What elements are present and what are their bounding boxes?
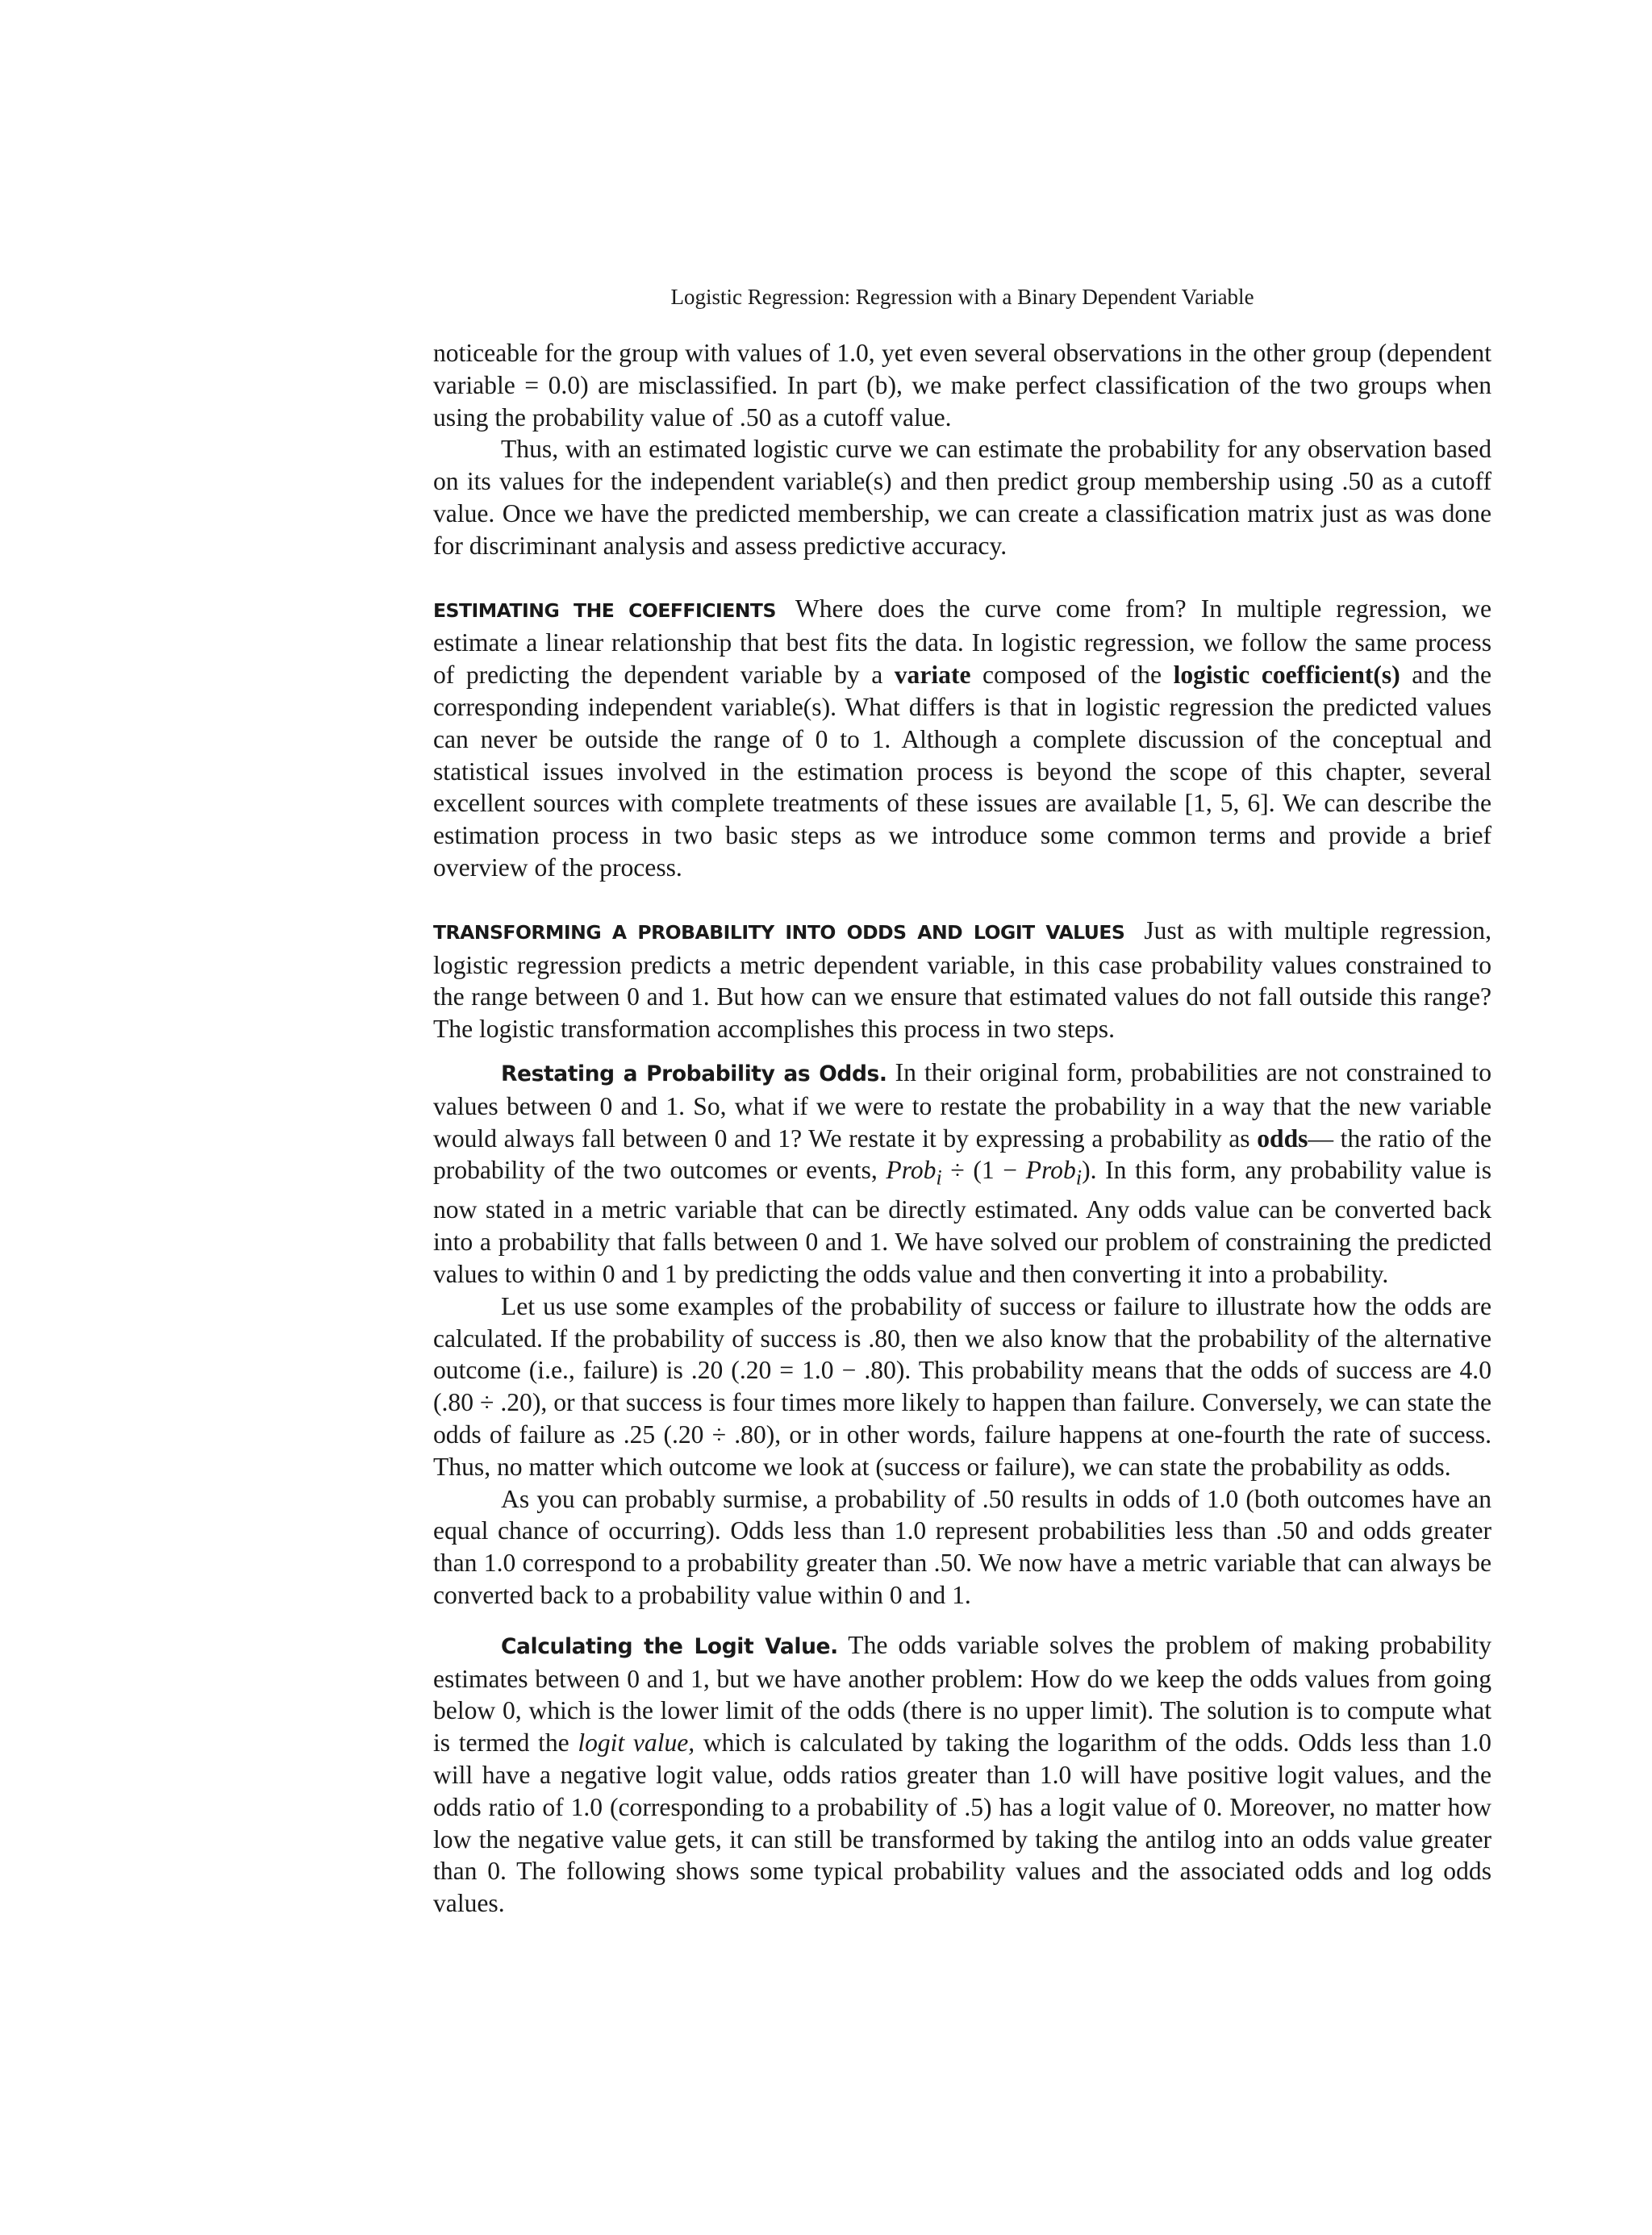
paragraph-odds-examples: Let us use some examples of the probability of success or failure to illustrate how the odds are calculated. If the probability of success is .80, then we also know that the probability of the alternative outcome (i.e., failure) is .20 (.20 = 1.0 − .80). This probability means that the odds of success are 4.0 (.80 ÷ .20), or that success is four times more likely to happen than failure. Conversely, we can state the odds of failure as .25 (.20 ÷ .80), or in other words, failure happens at one-fourth the rate of success. Thus, no matter which outcome we look at (success or failure), we can state the probability as odds. <box>433 1291 1491 1481</box>
running-head: Logistic Regression: Regression with a Binary Dependent Variable <box>670 285 1254 309</box>
section-heading-transforming: TRANSFORMING A PROBABILITY INTO ODDS AND LOGIT VALUES <box>433 920 1125 944</box>
section-estimating-coefficients: ESTIMATING THE COEFFICIENTS Where does the curve come from? In multiple regression, we estimate a linear relationship that best fits the data. In logistic regression, we follow the same process of predicting the dependent variable by a variate composed of the logistic coefficient(s) and the corresponding independent variable(s). What differs is that in logistic regression the predicted values can never be outside the range of 0 to 1. Although a complete discussion of the conceptual and statistical issues involved in the estimation process is beyond the scope of this chapter, several excellent sources with complete treatments of these issues are available [1, 5, 6]. We can describe the estimation process in two basic steps as we introduce some common terms and provide a brief overview of the process. <box>433 594 1491 882</box>
subsection-heading-odds: Restating a Probability as Odds. <box>501 1061 887 1086</box>
section-heading-estimating: ESTIMATING THE COEFFICIENTS <box>433 598 776 622</box>
key-term-logistic-coefficients: logistic coefficient(s) <box>1173 661 1400 690</box>
subsection-restating-odds: Restating a Probability as Odds. In their original form, probabilities are not constrained to values between 0 and 1. So, what if we were to restate the probability in a way that the new variable would always fall between 0 and 1? We restate it by expressing a probability as odds— the ratio of the probability of the two outcomes or events, Prob$_i$ ÷ (1 − Prob$_i$). In this form, any probability value is now stated in a metric variable that can be directly estimated. Any odds value can be converted back into a probability that falls between 0 and 1. We have solved our problem of constraining the predicted values to within 0 and 1 by predicting the odds value and then converting it into a probability. <box>433 1057 1491 1289</box>
subsection-logit-value: Calculating the Logit Value. The odds variable solves the problem of making probability estimates between 0 and 1, but we have another problem: How do we keep the odds values from going below 0, which is the lower limit of the odds (there is no upper limit). The solution is to compute what is termed the logit value, which is calculated by taking the logarithm of the odds. Odds less than 1.0 will have a negative logit value, odds ratios greater than 1.0 will have positive logit values, and the odds ratio of 1.0 (corresponding to a probability of .5) has a logit value of 0. Moreover, no matter how low the negative value gets, it can still be transformed by taking the antilog into an odds value greater than 0. The following shows some typical probability values and the associated odds and log odds values. <box>433 1630 1491 1918</box>
section-transforming-probability: TRANSFORMING A PROBABILITY INTO ODDS AND LOGIT VALUES Just as with multiple regression, logistic regression predicts a metric dependent variable, in this case probability values constrained to the range between 0 and 1. But how can we ensure that estimated values do not fall outside this range? The logistic transformation accomplishes this process in two steps. <box>433 915 1491 1044</box>
key-term-odds: odds <box>1257 1124 1308 1153</box>
term-logit-value: logit value, <box>578 1728 695 1758</box>
paragraph-odds-surmise: As you can probably surmise, a probability of .50 results in odds of 1.0 (both outcomes have an equal chance of occurring). Odds less than 1.0 represent probabilities less than .50 and odds greater than 1.0 correspond to a probability greater than .50. We now have a metric variable that can always be converted back to a probability value within 0 and 1. <box>433 1484 1491 1609</box>
body-text <box>433 337 1491 1920</box>
subsection-heading-logit: Calculating the Logit Value. <box>501 1633 838 1659</box>
key-term-variate: variate <box>894 661 971 690</box>
paragraph-continued: noticeable for the group with values of 1.0, yet even several observations in the other group (dependent variable = 0.0) are misclassified. In part (b), we make perfect classification of the two groups when using the probability value of .50 as a cutoff value. <box>433 339 1491 432</box>
paragraph-estimated-curve: Thus, with an estimated logistic curve we can estimate the probability for any observation based on its values for the independent variable(s) and then predict group membership using .50 as a cutoff value. Once we have the predicted membership, we can create a classification matrix just as was done for discriminant analysis and assess predictive accuracy. <box>433 435 1491 560</box>
